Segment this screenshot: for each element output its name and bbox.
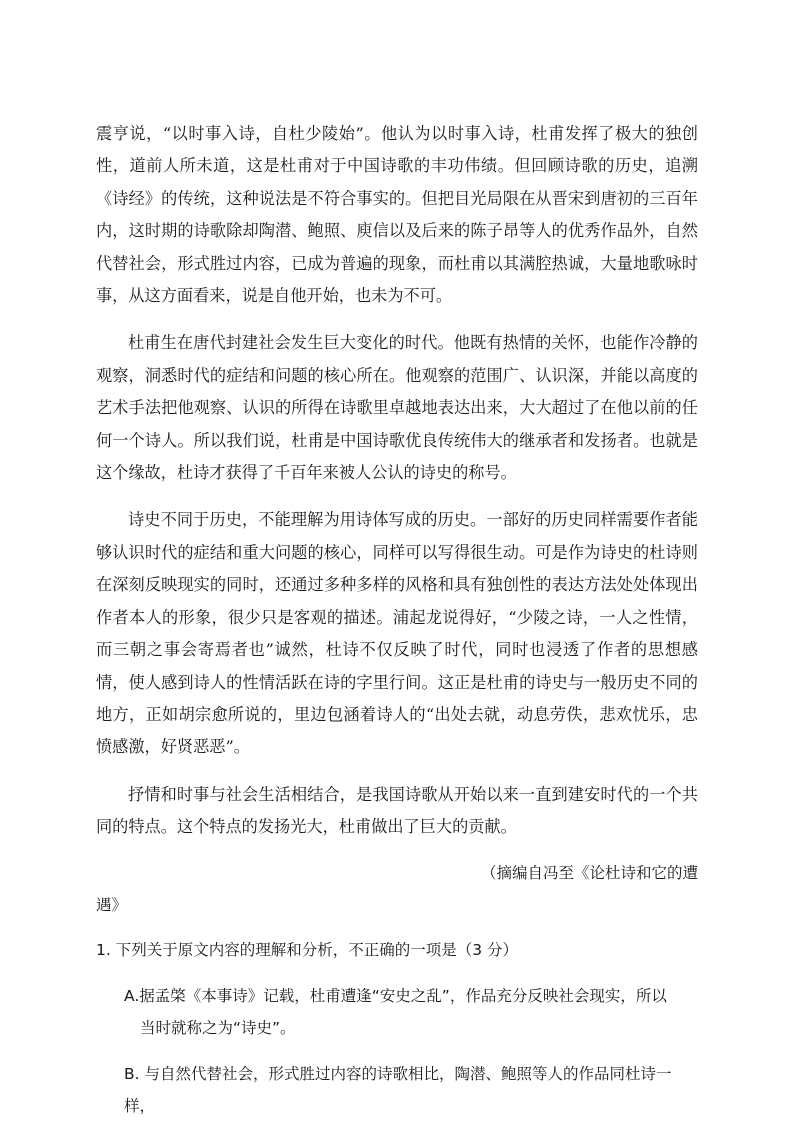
question-stem: 1. 下列关于原文内容的理解和分析，不正确的一项是（3 分）: [96, 940, 519, 959]
option-b: [96, 1058, 698, 1122]
option-b-line-1: B. 与自然代替社会，形式胜过内容的诗歌相比，陶潜、鲍照等人的作品同杜诗一样，: [124, 1064, 672, 1115]
article-paragraph-3: 诗史不同于历史，不能理解为用诗体写成的历史。一部好的历史同样需要作者能够认识时代的症结和重大问题的核心，同样可以写得很生动。可是作为诗史的杜诗则在深刻反映现实的同时，还通过多种多样的风格和具有独创性的表达方法处处体现出作者本人的形象，很少只是客观的描述。浦起龙说得好，“少陵之诗，一人之性情，而三朝之事会寄焉者也”诚然，杜诗不仅反映了时代，同时也浸透了作者的思想感情，使人感到诗人的性情活跃在诗的字里行间。这正是杜甫的诗史与一般历史不同的地方，正如胡宗愈所说的，里边包涵着诗人的“出处去就，动息劳佚，悲欢忧乐，忠愤感激，好贤恶恶”。: [96, 510, 698, 757]
document-page: [96, 118, 698, 1136]
option-a: [96, 980, 698, 1044]
source-line-2: 遇》: [96, 895, 128, 914]
article-source: [96, 857, 698, 921]
article-paragraph-1: 震亨说，“以时事入诗，自杜少陵始”。他认为以时事入诗，杜甫发挥了极大的独创性，道前人所未道，这是杜甫对于中国诗歌的丰功伟绩。但回顾诗歌的历史，追溯《诗经》的传统，这种说法是不符合事实的。但把目光局限在从晋宋到唐初的三百年内，这时期的诗歌除却陶潜、鲍照、庾信以及后来的陈子昂等人的优秀作品外，自然代替社会，形式胜过内容，已成为普遍的现象，而杜甫以其满腔热诚，大量地歌咏时事，从这方面看来，说是自他开始，也未为不可。: [96, 124, 698, 306]
article-paragraph-4: 抒情和时事与社会生活相结合，是我国诗歌从开始以来一直到建安时代的一个共同的特点。这个特点的发扬光大，杜甫做出了巨大的贡献。: [96, 784, 698, 837]
option-a-line-2: 当时就称之为“诗史”。: [140, 1018, 296, 1037]
article-paragraph-2: 杜甫生在唐代封建社会发生巨大变化的时代。他既有热情的关怀，也能作冷静的观察，洞悉时代的症结和问题的核心所在。他观察的范围广、认识深，并能以高度的艺术手法把他观察、认识的所得在诗歌里卓越地表达出来，大大超过了在他以前的任何一个诗人。所以我们说，杜甫是中国诗歌优良传统伟大的继承者和发扬者。也就是这个缘故，杜诗才获得了千百年来被人公认的诗史的称号。: [96, 333, 698, 483]
option-a-line-1: A.据孟棨《本事诗》记载，杜甫遭逢“安史之乱”，作品充分反映社会现实，所以: [124, 986, 667, 1005]
source-line-1: （摘编自冯至《论杜诗和它的遭: [480, 863, 698, 882]
